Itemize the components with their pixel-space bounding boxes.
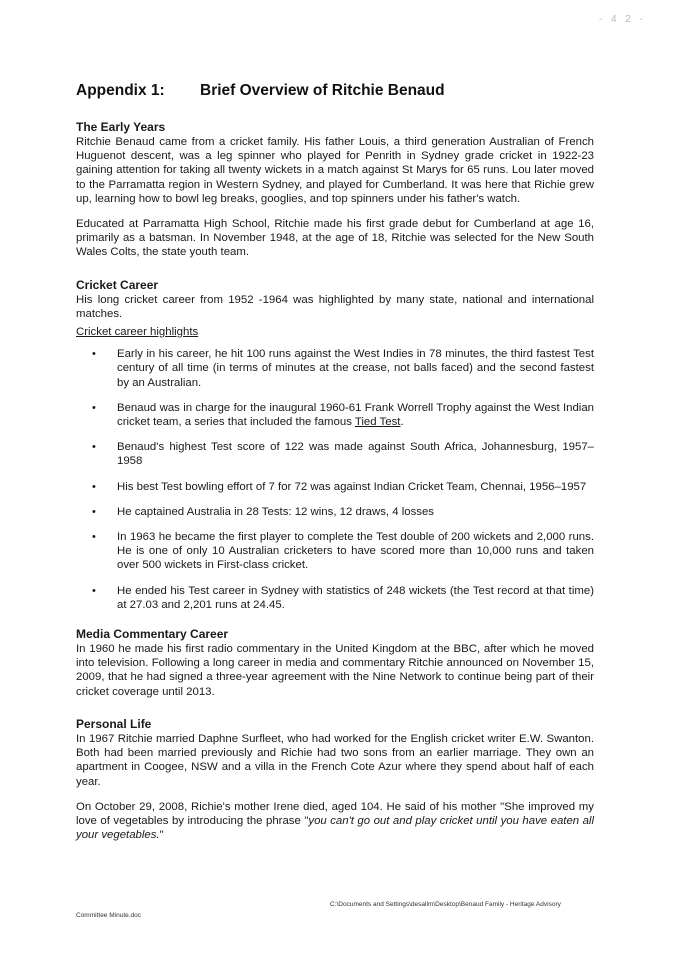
highlights-heading: Cricket career highlights: [76, 326, 199, 339]
footer-file-name: Committee Minute.doc: [76, 912, 142, 919]
personal-paragraph-1: In 1967 Ritchie married Daphne Surfleet, who had worked for the English cricket writer E.W. Swanton. Both had been married previously and Richie had two sons from an earlier marriage. They own an apartment in Coogee, NSW and a villa in the French Cote Azur where they spend about half of each year.: [76, 732, 594, 788]
page-number-mark: - 4 2 -: [598, 14, 646, 25]
list-item: • Benaud was in charge for the inaugural 1960-61 Frank Worrell Trophy against the West Indian cricket team, a series that included the famous Tied Test.: [92, 401, 594, 429]
bullet: •: [92, 441, 96, 454]
bullet: •: [92, 505, 96, 518]
appendix-label: Appendix 1:: [76, 82, 165, 99]
list-item: • Benaud's highest Test score of 122 was made against South Africa, Johannesburg, 1957–1958: [92, 441, 594, 468]
early-years-paragraph-1: Ritchie Benaud came from a cricket family. His father Louis, a third generation Australian of French Huguenot descent, was a leg spinner who played for Penrith in Sydney grade cricket in 1922-23 gaining attention for taking all twenty wickets in a match against St Marys for 65 runs. Lou later moved to the Parramatta region in Western Sydney, and played for Cumberland. It was here that Richie grew up, learning how to bowl leg breaks, googlies, and top spinners under his father's watch.: [76, 136, 594, 205]
cricket-career-intro: His long cricket career from 1952 -1964 was highlighted by many state, national and international matches.: [76, 293, 594, 320]
section-title-media: Media Commentary Career: [76, 627, 229, 642]
section-title-cricket-career: Cricket Career: [76, 277, 159, 292]
media-paragraph-1: In 1960 he made his first radio commentary in the United Kingdom at the BBC, after which he moved into television. Following a long career in media and commentary Ritchie announced on November 15, 2009, that he had signed a three-year agreement with the Nine Network to continue being part of their cricket coverage until 2013.: [76, 643, 594, 698]
bullet: •: [92, 584, 96, 597]
list-item: • He captained Australia in 28 Tests: 12 wins, 12 draws, 4 losses: [92, 505, 435, 518]
bullet: •: [92, 348, 96, 361]
vegetables-quote: you can't go out and play cricket until you have eaten all your vegetables.: [76, 814, 594, 842]
section-title-early-years: The Early Years: [76, 120, 166, 134]
section-title-personal-life: Personal Life: [76, 716, 152, 731]
footer-file-path: C:\Documents and Settings\desallm\Desktop\Benaud Family - Heritage Advisory: [330, 901, 561, 908]
bullet: •: [92, 401, 96, 414]
document-body: [76, 120, 594, 842]
tied-test-link[interactable]: Tied Test: [354, 416, 401, 429]
appendix-heading: [76, 82, 636, 100]
appendix-title: Brief Overview of Ritchie Benaud: [200, 82, 445, 99]
bullet: •: [92, 531, 96, 544]
list-item: • He ended his Test career in Sydney with statistics of 248 wickets (the Test record at that time) at 27.03 and 2,201 runs at 24.45.: [92, 584, 594, 611]
bullet: •: [92, 480, 96, 493]
highlights-list: [76, 347, 594, 612]
list-item: • His best Test bowling effort of 7 for 72 was against Indian Cricket Team, Chennai, 1956–1957: [92, 480, 587, 493]
list-item: • In 1963 he became the first player to complete the Test double of 200 wickets and 2,000 runs. He is one of only 10 Australian cricketers to have scored more than 10,000 runs and taken over 500 wickets in First-class cricket.: [92, 531, 594, 572]
list-item: • Early in his career, he hit 100 runs against the West Indies in 78 minutes, the third fastest Test century of all time (in terms of minutes at the crease, not balls faced) and the second fastest by an Australian.: [92, 348, 594, 389]
early-years-paragraph-2: Educated at Parramatta High School, Ritchie made his first grade debut for Cumberland at age 16, primarily as a batsman. In November 1948, at the age of 18, Ritchie was selected for the New South Wales Colts, the state youth team.: [76, 218, 594, 259]
personal-paragraph-2: On October 29, 2008, Richie's mother Irene died, aged 104. He said of his mother "She improved my love of vegetables by introducing the phrase "you can't go out and play cricket until you have eaten all your vegetables.": [76, 800, 594, 842]
